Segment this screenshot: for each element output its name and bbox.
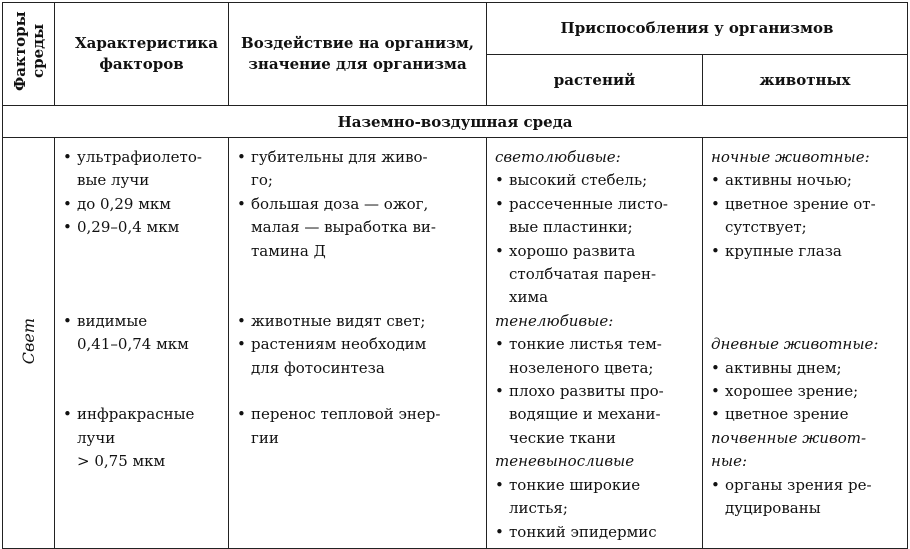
factor-name: Свет [18,317,38,365]
animals-item: • органы зрения ре- дуцированы [711,474,901,521]
animals-item: • цветное зрение от- сутствует; [711,193,901,240]
plants-item: • высокий стебель; [495,169,696,192]
characteristic-item: • до 0,29 мкм [63,193,222,216]
plants-item: • хорошо развита столбчатая парен- хима [495,240,696,310]
environment-factors-table [2,2,908,549]
effect-item: • губительны для живо- го; [237,146,480,193]
effect-cell [229,138,487,549]
characteristic-item: • видимые 0,41–0,74 мкм [63,310,222,357]
header-effect [229,3,487,106]
plants-item: • тонкие широкие листья; [495,474,696,521]
animals-group-title: дневные животные: [711,335,879,354]
plants-item: • тонкие листья тем- нозеленого цвета; [495,333,696,380]
animals-item: • активны ночью; [711,169,901,192]
section-title: Наземно-воздушная среда [3,106,908,138]
header-adaptations: Приспособления у организмов [487,3,908,55]
plants-group-title: теневыносливые [495,452,635,471]
header-characteristic-label: Характеристика факторов [75,34,218,73]
header-factor [3,3,55,106]
effect-item: • животные видят свет; [237,310,480,333]
animals-cell [703,138,908,549]
plants-item: • плохо развиты про- водящие и механи- ческие ткани [495,380,696,450]
plants-group-title: светолюбивые: [495,148,621,166]
plants-item: • рассеченные листо- вые пластинки; [495,193,696,240]
effect-item: • растениям необходим для фотосинтеза [237,333,480,380]
header-animals: животных [703,55,908,106]
animals-item: • активны днем; [711,357,901,380]
plants-cell [487,138,703,549]
header-plants: растений [487,55,703,106]
plants-item: • тонкий эпидермис [495,521,696,544]
animals-item: • хорошее зрение; [711,380,901,403]
header-effect-label: Воздействие на организм, значение для организма [241,34,474,73]
animals-item: • крупные глаза [711,240,901,263]
header-characteristic [55,3,229,106]
plants-group-title: тенелюбивые: [495,311,614,330]
animals-group-title: почвенные живот- ные: [711,428,867,471]
effect-item: • перенос тепловой энер- гии [237,403,480,450]
characteristic-item: • ультрафиолето- вые лучи [63,146,222,193]
animals-group-title: ночные животные: [711,148,870,166]
characteristic-item: • 0,29–0,4 мкм [63,216,222,239]
header-factor-label: Факторы среды [10,11,47,91]
effect-item: • большая доза — ожог, малая — выработка ви- тамина Д [237,193,480,263]
animals-item: • цветное зрение [711,403,901,426]
factor-cell [3,138,55,549]
characteristic-item: • инфракрасные лучи > 0,75 мкм [63,403,222,473]
characteristic-cell [55,138,229,549]
